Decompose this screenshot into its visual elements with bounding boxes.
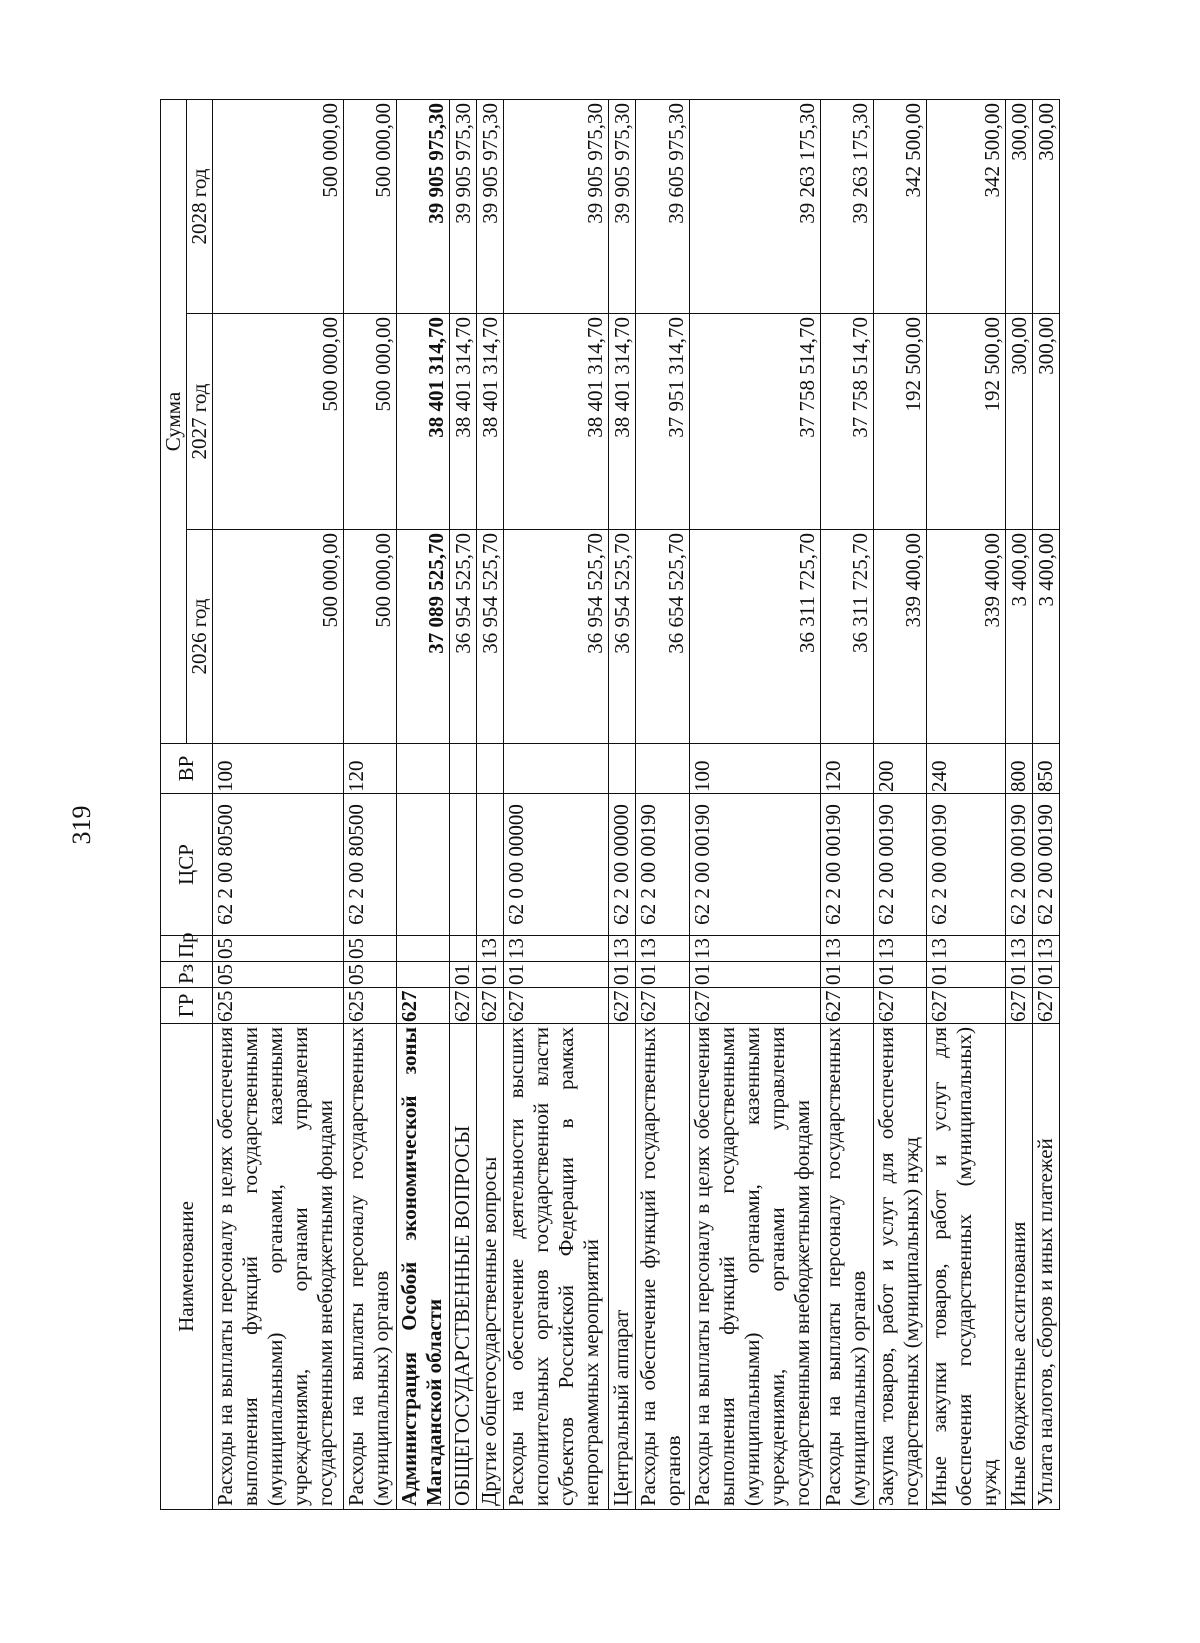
row-sum-2026-cell: 37 089 525,70	[397, 530, 450, 744]
header-pr: Пр	[161, 936, 213, 962]
row-csr-cell: 62 2 00 00190	[1032, 794, 1059, 936]
row-gr-cell: 627	[450, 988, 477, 1024]
row-pr-cell: 13	[477, 936, 504, 962]
row-rz-cell: 01	[609, 962, 636, 988]
row-sum-2026-cell: 500 000,00	[213, 530, 344, 744]
row-sum-2026-cell: 339 400,00	[926, 530, 1005, 744]
row-sum-2028-cell: 500 000,00	[213, 100, 344, 314]
row-csr-cell	[477, 794, 504, 936]
table-row	[397, 100, 450, 1510]
row-sum-2028-cell: 39 263 175,30	[820, 100, 873, 314]
row-sum-2026-cell: 36 654 525,70	[636, 530, 689, 744]
row-gr-cell: 627	[397, 988, 450, 1024]
row-vr-cell	[397, 744, 450, 794]
row-sum-2028-cell: 39 905 975,30	[450, 100, 477, 314]
header-vr: ВР	[161, 744, 213, 794]
row-gr-cell: 625	[344, 988, 397, 1024]
row-sum-2026-cell: 36 954 525,70	[609, 530, 636, 744]
row-gr-cell: 627	[689, 988, 820, 1024]
row-sum-2027-cell: 192 500,00	[873, 314, 926, 530]
row-sum-2027-cell: 192 500,00	[926, 314, 1005, 530]
row-vr-cell	[504, 744, 609, 794]
row-csr-cell: 62 2 00 00190	[820, 794, 873, 936]
row-name-cell: Расходы на обеспечение функций государственных органов	[636, 1024, 689, 1510]
row-pr-cell: 13	[873, 936, 926, 962]
row-vr-cell: 100	[213, 744, 344, 794]
row-pr-cell: 13	[1005, 936, 1032, 962]
row-vr-cell: 850	[1032, 744, 1059, 794]
row-sum-2026-cell: 3 400,00	[1032, 530, 1059, 744]
header-year-2027: 2027 год	[187, 314, 213, 530]
table-row	[926, 100, 1005, 1510]
row-name-cell: Расходы на выплаты персоналу в целях обеспечения выполнения функций государственными (муниципальными) органами, казенными учреждениями, органами управления государственными внебюджетными фондами	[213, 1024, 344, 1510]
row-gr-cell: 627	[504, 988, 609, 1024]
row-sum-2027-cell: 300,00	[1005, 314, 1032, 530]
page-number: 319	[67, 805, 96, 845]
row-sum-2028-cell: 39 263 175,30	[689, 100, 820, 314]
row-sum-2026-cell: 36 311 725,70	[820, 530, 873, 744]
table-row	[1005, 100, 1032, 1510]
row-vr-cell: 100	[689, 744, 820, 794]
table-row	[450, 100, 477, 1510]
table-row	[689, 100, 820, 1510]
row-sum-2027-cell: 500 000,00	[344, 314, 397, 530]
row-vr-cell	[609, 744, 636, 794]
budget-table-rotated-container	[160, 100, 1060, 1510]
row-csr-cell: 62 2 00 00190	[926, 794, 1005, 936]
row-pr-cell	[450, 936, 477, 962]
row-rz-cell: 01	[450, 962, 477, 988]
row-csr-cell: 62 2 00 00190	[689, 794, 820, 936]
row-name-cell: Расходы на выплаты персоналу в целях обеспечения выполнения функций государственными (муниципальными) органами, казенными учреждениями, органами управления государственными внебюджетными фондами	[689, 1024, 820, 1510]
table-row	[477, 100, 504, 1510]
row-csr-cell: 62 2 00 00000	[609, 794, 636, 936]
row-name-cell: Расходы на обеспечение деятельности высших исполнительных органов государственной власти субъектов Российской Федерации в рамках непрограммных мероприятий	[504, 1024, 609, 1510]
header-name: Наименование	[161, 1024, 213, 1510]
table-row	[636, 100, 689, 1510]
row-pr-cell: 13	[504, 936, 609, 962]
table-row	[1032, 100, 1059, 1510]
row-pr-cell: 13	[689, 936, 820, 962]
header-year-2026: 2026 год	[187, 530, 213, 744]
row-name-cell: Расходы на выплаты персоналу государственных (муниципальных) органов	[820, 1024, 873, 1510]
row-rz-cell: 01	[1032, 962, 1059, 988]
row-sum-2028-cell: 39 905 975,30	[609, 100, 636, 314]
row-name-cell: Иные бюджетные ассигнования	[1005, 1024, 1032, 1510]
table-row	[820, 100, 873, 1510]
row-csr-cell: 62 0 00 00000	[504, 794, 609, 936]
row-sum-2027-cell: 38 401 314,70	[450, 314, 477, 530]
table-row	[609, 100, 636, 1510]
row-name-cell: Центральный аппарат	[609, 1024, 636, 1510]
budget-table	[160, 99, 1060, 1510]
row-rz-cell: 01	[636, 962, 689, 988]
row-vr-cell: 800	[1005, 744, 1032, 794]
header-sum: Сумма	[161, 100, 187, 744]
row-pr-cell: 05	[344, 936, 397, 962]
row-sum-2028-cell: 300,00	[1005, 100, 1032, 314]
row-csr-cell	[450, 794, 477, 936]
row-name-cell: Уплата налогов, сборов и иных платежей	[1032, 1024, 1059, 1510]
row-vr-cell: 120	[820, 744, 873, 794]
row-pr-cell	[397, 936, 450, 962]
row-vr-cell: 200	[873, 744, 926, 794]
row-pr-cell: 13	[820, 936, 873, 962]
row-gr-cell: 627	[477, 988, 504, 1024]
table-row	[873, 100, 926, 1510]
row-vr-cell	[450, 744, 477, 794]
row-sum-2028-cell: 39 905 975,30	[397, 100, 450, 314]
row-sum-2026-cell: 500 000,00	[344, 530, 397, 744]
row-name-cell: Закупка товаров, работ и услуг для обеспечения государственных (муниципальных) нужд	[873, 1024, 926, 1510]
row-pr-cell: 13	[636, 936, 689, 962]
row-sum-2028-cell: 500 000,00	[344, 100, 397, 314]
row-vr-cell	[477, 744, 504, 794]
row-rz-cell: 01	[1005, 962, 1032, 988]
row-sum-2026-cell: 339 400,00	[873, 530, 926, 744]
table-row	[213, 100, 344, 1510]
row-sum-2027-cell: 37 758 514,70	[820, 314, 873, 530]
row-sum-2027-cell: 500 000,00	[213, 314, 344, 530]
row-csr-cell: 62 2 00 00190	[873, 794, 926, 936]
row-sum-2026-cell: 36 954 525,70	[504, 530, 609, 744]
row-sum-2028-cell: 342 500,00	[926, 100, 1005, 314]
row-sum-2027-cell: 37 758 514,70	[689, 314, 820, 530]
row-rz-cell	[397, 962, 450, 988]
table-row	[344, 100, 397, 1510]
row-gr-cell: 627	[1005, 988, 1032, 1024]
row-csr-cell: 62 2 00 80500	[344, 794, 397, 936]
row-sum-2027-cell: 38 401 314,70	[504, 314, 609, 530]
row-sum-2027-cell: 38 401 314,70	[397, 314, 450, 530]
row-sum-2028-cell: 300,00	[1032, 100, 1059, 314]
row-rz-cell: 01	[820, 962, 873, 988]
row-sum-2028-cell: 39 905 975,30	[477, 100, 504, 314]
row-rz-cell: 05	[344, 962, 397, 988]
row-name-cell: ОБЩЕГОСУДАРСТВЕННЫЕ ВОПРОСЫ	[450, 1024, 477, 1510]
table-row	[504, 100, 609, 1510]
row-csr-cell: 62 2 00 00190	[1005, 794, 1032, 936]
row-rz-cell: 05	[213, 962, 344, 988]
row-sum-2026-cell: 36 954 525,70	[450, 530, 477, 744]
row-rz-cell: 01	[477, 962, 504, 988]
row-gr-cell: 627	[820, 988, 873, 1024]
row-pr-cell: 05	[213, 936, 344, 962]
row-sum-2026-cell: 36 311 725,70	[689, 530, 820, 744]
row-pr-cell: 13	[1032, 936, 1059, 962]
row-csr-cell: 62 2 00 00190	[636, 794, 689, 936]
row-gr-cell: 627	[636, 988, 689, 1024]
row-gr-cell: 627	[926, 988, 1005, 1024]
row-sum-2027-cell: 300,00	[1032, 314, 1059, 530]
row-sum-2028-cell: 342 500,00	[873, 100, 926, 314]
row-name-cell: Расходы на выплаты персоналу государственных (муниципальных) органов	[344, 1024, 397, 1510]
row-gr-cell: 627	[873, 988, 926, 1024]
row-sum-2027-cell: 38 401 314,70	[609, 314, 636, 530]
row-gr-cell: 627	[609, 988, 636, 1024]
header-rz: Рз	[161, 962, 213, 988]
header-gr: ГР	[161, 988, 213, 1024]
row-csr-cell	[397, 794, 450, 936]
row-name-cell: Администрация Особой экономической зоны Магаданской области	[397, 1024, 450, 1510]
row-rz-cell: 01	[873, 962, 926, 988]
row-vr-cell	[636, 744, 689, 794]
row-sum-2028-cell: 39 905 975,30	[504, 100, 609, 314]
row-pr-cell: 13	[609, 936, 636, 962]
header-csr: ЦСР	[161, 794, 213, 936]
row-sum-2027-cell: 38 401 314,70	[477, 314, 504, 530]
row-vr-cell: 120	[344, 744, 397, 794]
row-vr-cell: 240	[926, 744, 1005, 794]
row-sum-2027-cell: 37 951 314,70	[636, 314, 689, 530]
row-gr-cell: 627	[1032, 988, 1059, 1024]
row-pr-cell: 13	[926, 936, 1005, 962]
row-sum-2026-cell: 3 400,00	[1005, 530, 1032, 744]
table-body	[213, 100, 1060, 1510]
row-csr-cell: 62 2 00 80500	[213, 794, 344, 936]
header-year-2028: 2028 год	[187, 100, 213, 314]
row-gr-cell: 625	[213, 988, 344, 1024]
row-sum-2028-cell: 39 605 975,30	[636, 100, 689, 314]
row-rz-cell: 01	[926, 962, 1005, 988]
row-rz-cell: 01	[689, 962, 820, 988]
row-rz-cell: 01	[504, 962, 609, 988]
row-name-cell: Другие общегосударственные вопросы	[477, 1024, 504, 1510]
row-sum-2026-cell: 36 954 525,70	[477, 530, 504, 744]
row-name-cell: Иные закупки товаров, работ и услуг для обеспечения государственных (муниципальных) нужд	[926, 1024, 1005, 1510]
